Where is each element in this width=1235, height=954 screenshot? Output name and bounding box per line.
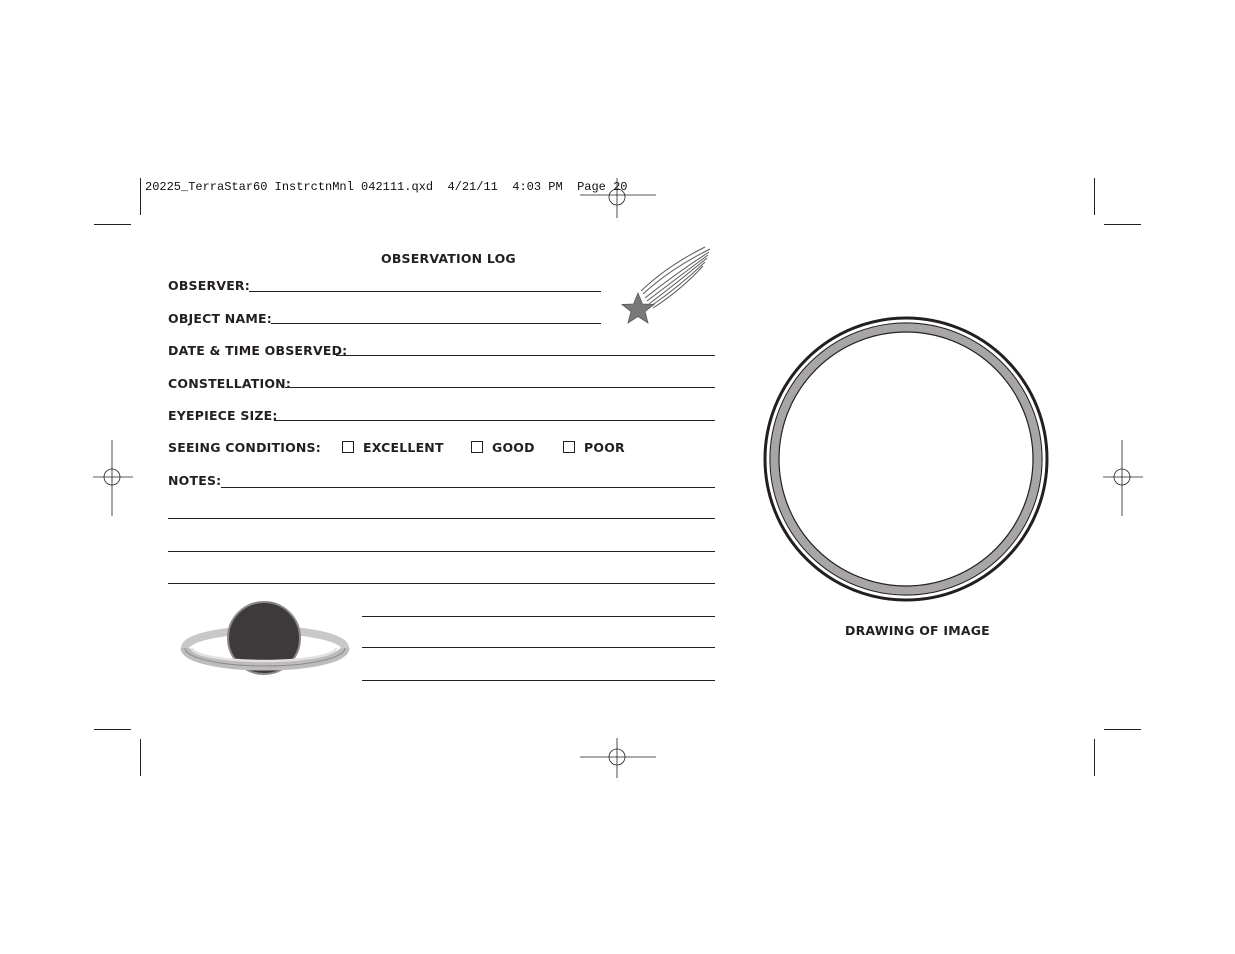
object-name-label: OBJECT NAME: bbox=[168, 311, 272, 326]
notes-label: NOTES: bbox=[168, 473, 222, 488]
crop-mark bbox=[1104, 224, 1141, 225]
date-time-label: DATE & TIME OBSERVED: bbox=[168, 343, 348, 358]
observer-label: OBSERVER: bbox=[168, 278, 250, 293]
crop-mark bbox=[94, 224, 131, 225]
checkbox[interactable] bbox=[563, 441, 575, 453]
constellation-label: CONSTELLATION: bbox=[168, 376, 292, 391]
log-title: OBSERVATION LOG bbox=[381, 251, 516, 266]
notes-line[interactable] bbox=[168, 583, 715, 584]
observer-field[interactable] bbox=[249, 291, 601, 292]
checkbox[interactable] bbox=[471, 441, 483, 453]
drawing-circle[interactable] bbox=[760, 313, 1052, 605]
seeing-conditions-label: SEEING CONDITIONS: bbox=[168, 440, 321, 455]
crop-mark bbox=[1104, 729, 1141, 730]
notes-line[interactable] bbox=[168, 551, 715, 552]
option-label: EXCELLENT bbox=[363, 440, 444, 455]
shooting-star-icon bbox=[615, 244, 715, 334]
registration-mark-left bbox=[93, 440, 133, 516]
registration-mark-bottom bbox=[580, 738, 656, 778]
object-name-field[interactable] bbox=[271, 323, 601, 324]
crop-mark bbox=[94, 729, 131, 730]
seeing-option-good[interactable] bbox=[471, 440, 535, 455]
crop-mark bbox=[140, 178, 141, 215]
crop-mark bbox=[1094, 178, 1095, 215]
option-label: GOOD bbox=[492, 440, 535, 455]
notes-line[interactable] bbox=[168, 518, 715, 519]
eyepiece-size-label: EYEPIECE SIZE: bbox=[168, 408, 278, 423]
registration-mark-top bbox=[580, 178, 656, 218]
option-label: POOR bbox=[584, 440, 625, 455]
notes-line[interactable] bbox=[362, 616, 715, 617]
seeing-option-poor[interactable] bbox=[563, 440, 625, 455]
notes-line[interactable] bbox=[221, 487, 715, 488]
saturn-planet-icon bbox=[180, 600, 350, 680]
checkbox[interactable] bbox=[342, 441, 354, 453]
constellation-field[interactable] bbox=[285, 387, 715, 388]
registration-mark-right bbox=[1103, 440, 1143, 516]
crop-mark bbox=[1094, 739, 1095, 776]
notes-line[interactable] bbox=[362, 680, 715, 681]
drawing-label: DRAWING OF IMAGE bbox=[845, 623, 990, 638]
eyepiece-size-field[interactable] bbox=[274, 420, 715, 421]
date-time-field[interactable] bbox=[336, 355, 715, 356]
seeing-option-excellent[interactable] bbox=[342, 440, 444, 455]
crop-mark bbox=[140, 739, 141, 776]
notes-line[interactable] bbox=[362, 647, 715, 648]
slug-line: 20225_TerraStar60 InstrctnMnl 042111.qxd 4/21/11 4:03 PM Page 20 bbox=[145, 180, 628, 194]
